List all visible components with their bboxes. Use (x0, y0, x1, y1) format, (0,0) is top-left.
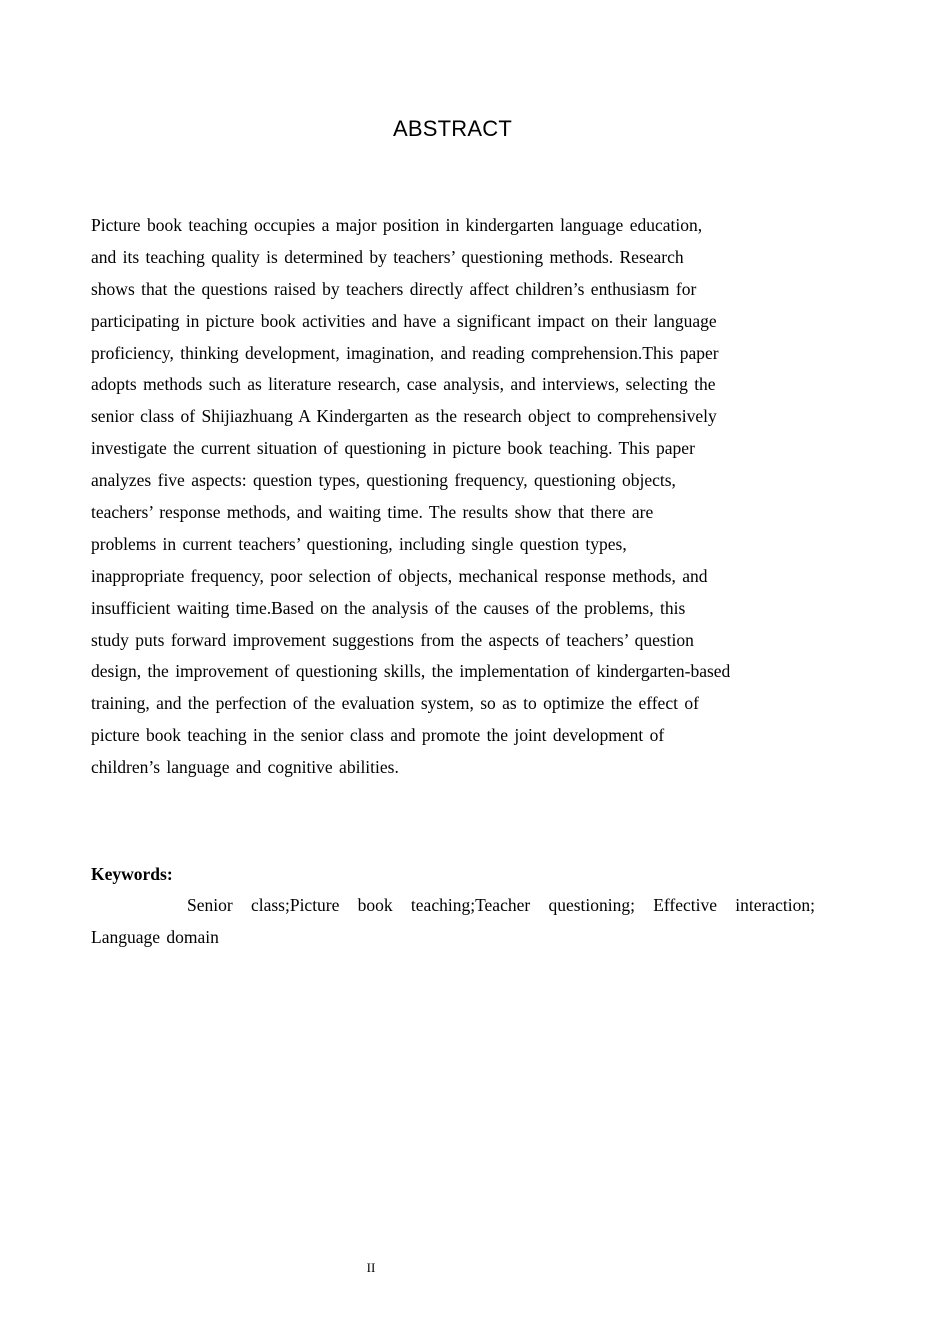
abstract-line: inappropriate frequency, poor selection of objects, mechanical response methods, and (91, 565, 708, 586)
abstract-title: ABSTRACT (393, 116, 512, 141)
abstract-line: proficiency, thinking development, imagination, and reading comprehension.This paper (91, 342, 719, 363)
abstract-line: training, and the perfection of the evaluation system, so as to optimize the effect of (91, 693, 699, 714)
abstract-line: children’s language and cognitive abilities. (91, 757, 399, 778)
abstract-line: analyzes five aspects: question types, questioning frequency, questioning objects, (91, 470, 676, 491)
abstract-line: shows that the questions raised by teachers directly affect children’s enthusiasm for (91, 278, 697, 299)
abstract-line: and its teaching quality is determined by teachers’ questioning methods. Research (91, 246, 684, 267)
keywords-label: Keywords: (91, 864, 173, 884)
keywords-text: Senior class;Picture book teaching;Teacher questioning; Effective interaction; Language domain (91, 895, 815, 947)
abstract-line: teachers’ response methods, and waiting time. The results show that there are (91, 502, 654, 523)
abstract-line: study puts forward improvement suggestions from the aspects of teachers’ question (91, 629, 694, 650)
abstract-line: Picture book teaching occupies a major position in kindergarten language education, (91, 215, 703, 235)
abstract-line: insufficient waiting time.Based on the analysis of the causes of the problems, this (91, 597, 686, 618)
abstract-body (91, 210, 821, 784)
abstract-line: senior class of Shijiazhuang A Kindergarten as the research object to comprehensively (91, 406, 717, 427)
abstract-line: participating in picture book activities and have a significant impact on their language (91, 310, 717, 331)
abstract-line: design, the improvement of questioning skills, the implementation of kindergarten-based (91, 661, 731, 682)
abstract-line: investigate the current situation of questioning in picture book teaching. This paper (91, 438, 695, 459)
abstract-line: picture book teaching in the senior class and promote the joint development of (91, 725, 665, 746)
page-number: II (366, 1260, 376, 1275)
abstract-line: adopts methods such as literature research, case analysis, and interviews, selecting the (91, 374, 716, 395)
abstract-line: problems in current teachers’ questioning, including single question types, (91, 533, 627, 554)
